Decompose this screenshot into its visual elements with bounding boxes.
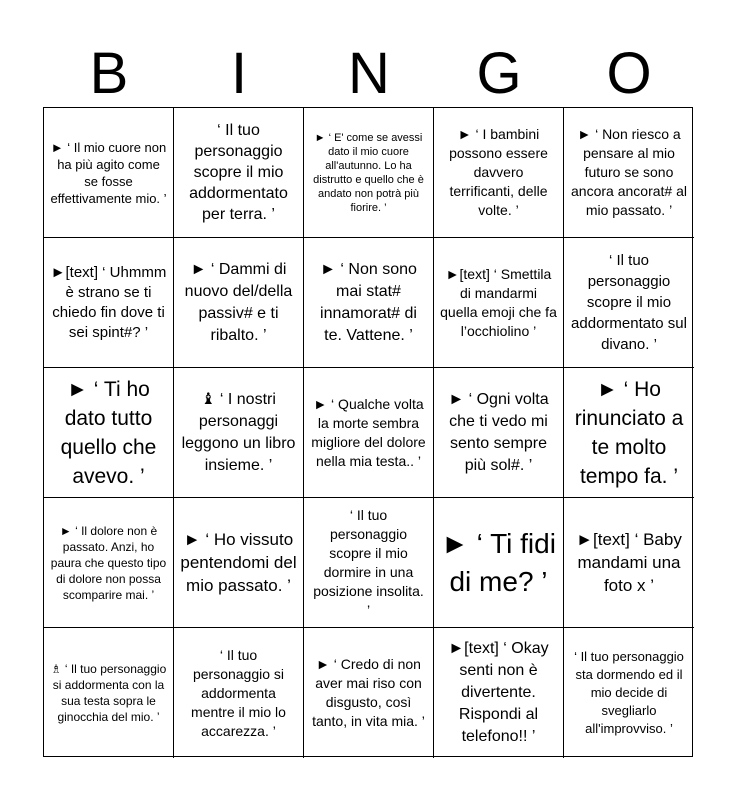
cell-text: ► ‘ Ti ho dato tutto quello che avevo. ’ [60, 377, 157, 488]
bingo-cell[interactable] [174, 368, 304, 498]
cell-text: ♝ ‘ I nostri personaggi leggono un libro insieme. ’ [181, 390, 296, 474]
bingo-cell[interactable] [44, 368, 174, 498]
cell-text: ► ‘ Il mio cuore non ha più agito come se fosse effettivamente mio. ’ [50, 139, 167, 206]
bingo-cell[interactable] [44, 108, 174, 238]
cell-text: ► ‘ Ho vissuto pentendomi del mio passato. ’ [180, 530, 297, 595]
title-letter-i: I [230, 41, 248, 106]
cell-text: ► ‘ Non riesco a pensare al mio futuro se sono ancora ancorat# al mio passato. ’ [571, 126, 687, 218]
bingo-cell[interactable] [174, 238, 304, 368]
bingo-cell[interactable] [434, 498, 564, 628]
cell-text: ‘ Il tuo personaggio scopre il mio addormentato per terra. ’ [189, 122, 288, 223]
cell-text: ► ‘ Ti fidi di me? ’ [441, 527, 556, 597]
bingo-cell[interactable] [174, 498, 304, 628]
bingo-cell[interactable] [564, 108, 694, 238]
title-letter-b: B [89, 41, 129, 106]
bingo-cell[interactable] [304, 368, 434, 498]
bingo-title [44, 38, 694, 110]
cell-text: ► ‘ Dammi di nuovo del/della passiv# e ti ribalto. ’ [184, 260, 293, 344]
cell-text: ►[text] ‘ Uhmmm è strano se ti chiedo fin dove ti sei spint#? ’ [50, 263, 167, 341]
cell-text: ‘ Il tuo personaggio scopre il mio addormentato sul divano. ’ [571, 252, 687, 353]
cell-text: ► ‘ Il dolore non è passato. Anzi, ho paura che questo tipo di dolore non possa scomparire mai. ’ [50, 523, 167, 602]
bingo-cell[interactable] [174, 628, 304, 758]
cell-text: ► ‘ Ho rinunciato a te molto tempo fa. ’ [574, 377, 684, 488]
bingo-cell[interactable] [304, 498, 434, 628]
bingo-cell[interactable] [564, 368, 694, 498]
cell-text: ♗ ‘ Il tuo personaggio si addormenta con la sua testa sopra le ginocchia del mio. ’ [50, 662, 167, 724]
bingo-cell[interactable] [44, 238, 174, 368]
cell-text: ‘ Il tuo personaggio sta dormendo ed il mio decide di svegliarlo all'improvviso. ’ [574, 649, 684, 736]
bingo-cell[interactable] [304, 628, 434, 758]
bingo-cell[interactable] [564, 238, 694, 368]
title-letter-n: N [348, 41, 390, 106]
bingo-cell[interactable] [304, 238, 434, 368]
cell-text: ► ‘ E' come se avessi dato il mio cuore all'autunno. Lo ha distrutto e quello che è andato non potrà più fiorire. ’ [313, 131, 424, 214]
bingo-cell[interactable] [434, 108, 564, 238]
bingo-cell[interactable] [44, 628, 174, 758]
bingo-cell[interactable] [434, 368, 564, 498]
cell-text: ‘ Il tuo personaggio scopre il mio dormire in una posizione insolita. ’ [313, 506, 424, 618]
cell-text: ► ‘ I bambini possono essere davvero terrificanti, delle volte. ’ [449, 126, 548, 218]
title-letter-g: G [476, 41, 522, 106]
bingo-cell[interactable] [44, 498, 174, 628]
cell-text: ‘ Il tuo personaggio si addormenta mentre il mio lo accarezza. ’ [191, 646, 286, 739]
bingo-cell[interactable] [564, 498, 694, 628]
cell-text: ►[text] ‘ Okay senti non è divertente. Rispondi al telefono!! ’ [448, 640, 549, 745]
bingo-cell[interactable] [434, 628, 564, 758]
bingo-cell[interactable] [304, 108, 434, 238]
cell-text: ►[text] ‘ Baby mandami una foto x ’ [576, 530, 682, 595]
bingo-cell[interactable] [434, 238, 564, 368]
cell-text: ► ‘ Qualche volta la morte sembra migliore del dolore nella mia testa.. ’ [311, 395, 426, 469]
title-letter-o: O [606, 41, 652, 106]
bingo-grid [43, 107, 693, 757]
cell-text: ► ‘ Credo di non aver mai riso con disgusto, così tanto, in vita mia. ’ [312, 656, 425, 729]
cell-text: ► ‘ Ogni volta che ti vedo mi sento sempre più sol#. ’ [448, 390, 549, 474]
cell-text: ►[text] ‘ Smettila di mandarmi quella emoji che fa l’occhiolino ’ [440, 265, 557, 339]
bingo-cell[interactable] [174, 108, 304, 238]
cell-text: ► ‘ Non sono mai stat# innamorat# di te. Vattene. ’ [320, 260, 417, 344]
bingo-cell[interactable] [564, 628, 694, 758]
